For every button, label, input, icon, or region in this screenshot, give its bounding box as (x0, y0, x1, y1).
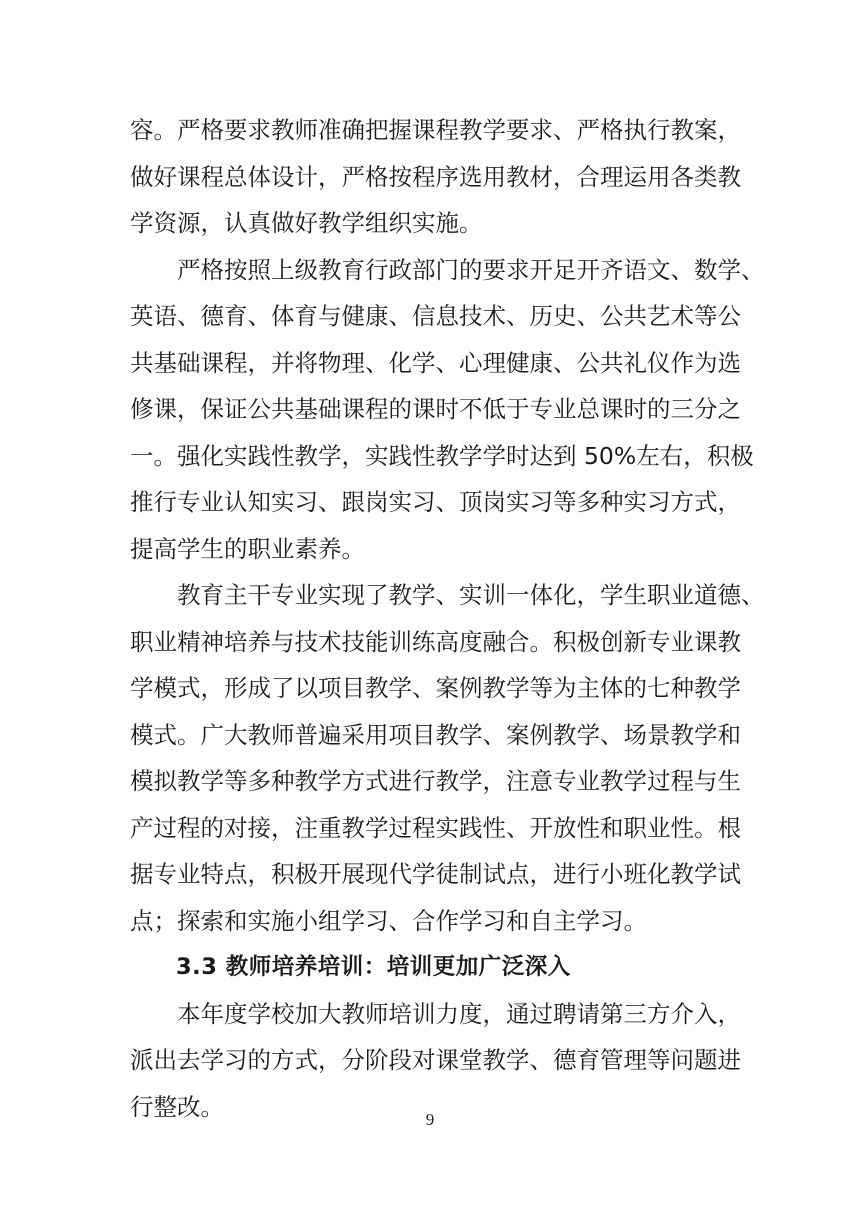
text-line: 修课，保证公共基础课程的课时不低于专业总课时的三分之 (130, 395, 741, 423)
paragraph (130, 247, 765, 573)
text-line: 模拟教学等多种教学方式进行教学，注意专业教学过程与生 (130, 767, 741, 795)
section-heading (130, 944, 730, 991)
text-line: 学资源，认真做好教学组织实施。 (130, 209, 483, 237)
text-line: 本年度学校加大教师培训力度，通过聘请第三方介入， (130, 999, 741, 1028)
paragraph (130, 572, 765, 944)
page-number: 9 (425, 1110, 435, 1129)
text-line: 产过程的对接，注重教学过程实践性、开放性和职业性。根 (130, 813, 741, 842)
text-line: 一。强化实践性教学，实践性教学学时达到 50%左右，积极 (130, 441, 754, 470)
text-line: 做好课程总体设计，严格按程序选用教材，合理运用各类教 (130, 162, 741, 191)
text-line: 提高学生的职业素养。 (130, 534, 365, 563)
text-line: 职业精神培养与技术技能训练高度融合。积极创新专业课教 (130, 627, 741, 656)
body-text (130, 107, 765, 1130)
text-line: 共基础课程，并将物理、化学、心理健康、公共礼仪作为选 (130, 348, 741, 377)
text-line: 派出去学习的方式，分阶段对课堂教学、德育管理等问题进 (130, 1046, 741, 1074)
text-line: 据专业特点，积极开展现代学徒制试点，进行小班化教学试 (130, 860, 741, 888)
text-line: 教育主干专业实现了教学、实训一体化，学生职业道德、 (130, 581, 765, 609)
text-line: 点；探索和实施小组学习、合作学习和自主学习。 (130, 906, 647, 935)
text-line: 严格按照上级教育行政部门的要求开足开齐语文、数学、 (130, 255, 765, 284)
text-line: 模式。广大教师普遍采用项目教学、案例教学、场景教学和 (130, 720, 741, 749)
heading-text: 3.3 教师培养培训：培训更加广泛深入 (130, 954, 571, 980)
text-line: 英语、德育、体育与健康、信息技术、历史、公共艺术等公 (130, 302, 741, 330)
text-line: 学模式，形成了以项目教学、案例教学等为主体的七种教学 (130, 674, 741, 702)
text-line: 行整改。 (130, 1092, 224, 1121)
paragraph (130, 107, 741, 247)
text-line: 推行专业认知实习、跟岗实习、顶岗实习等多种实习方式， (130, 488, 741, 516)
text-line: 容。严格要求教师准确把握课程教学要求、严格执行教案， (130, 116, 741, 144)
